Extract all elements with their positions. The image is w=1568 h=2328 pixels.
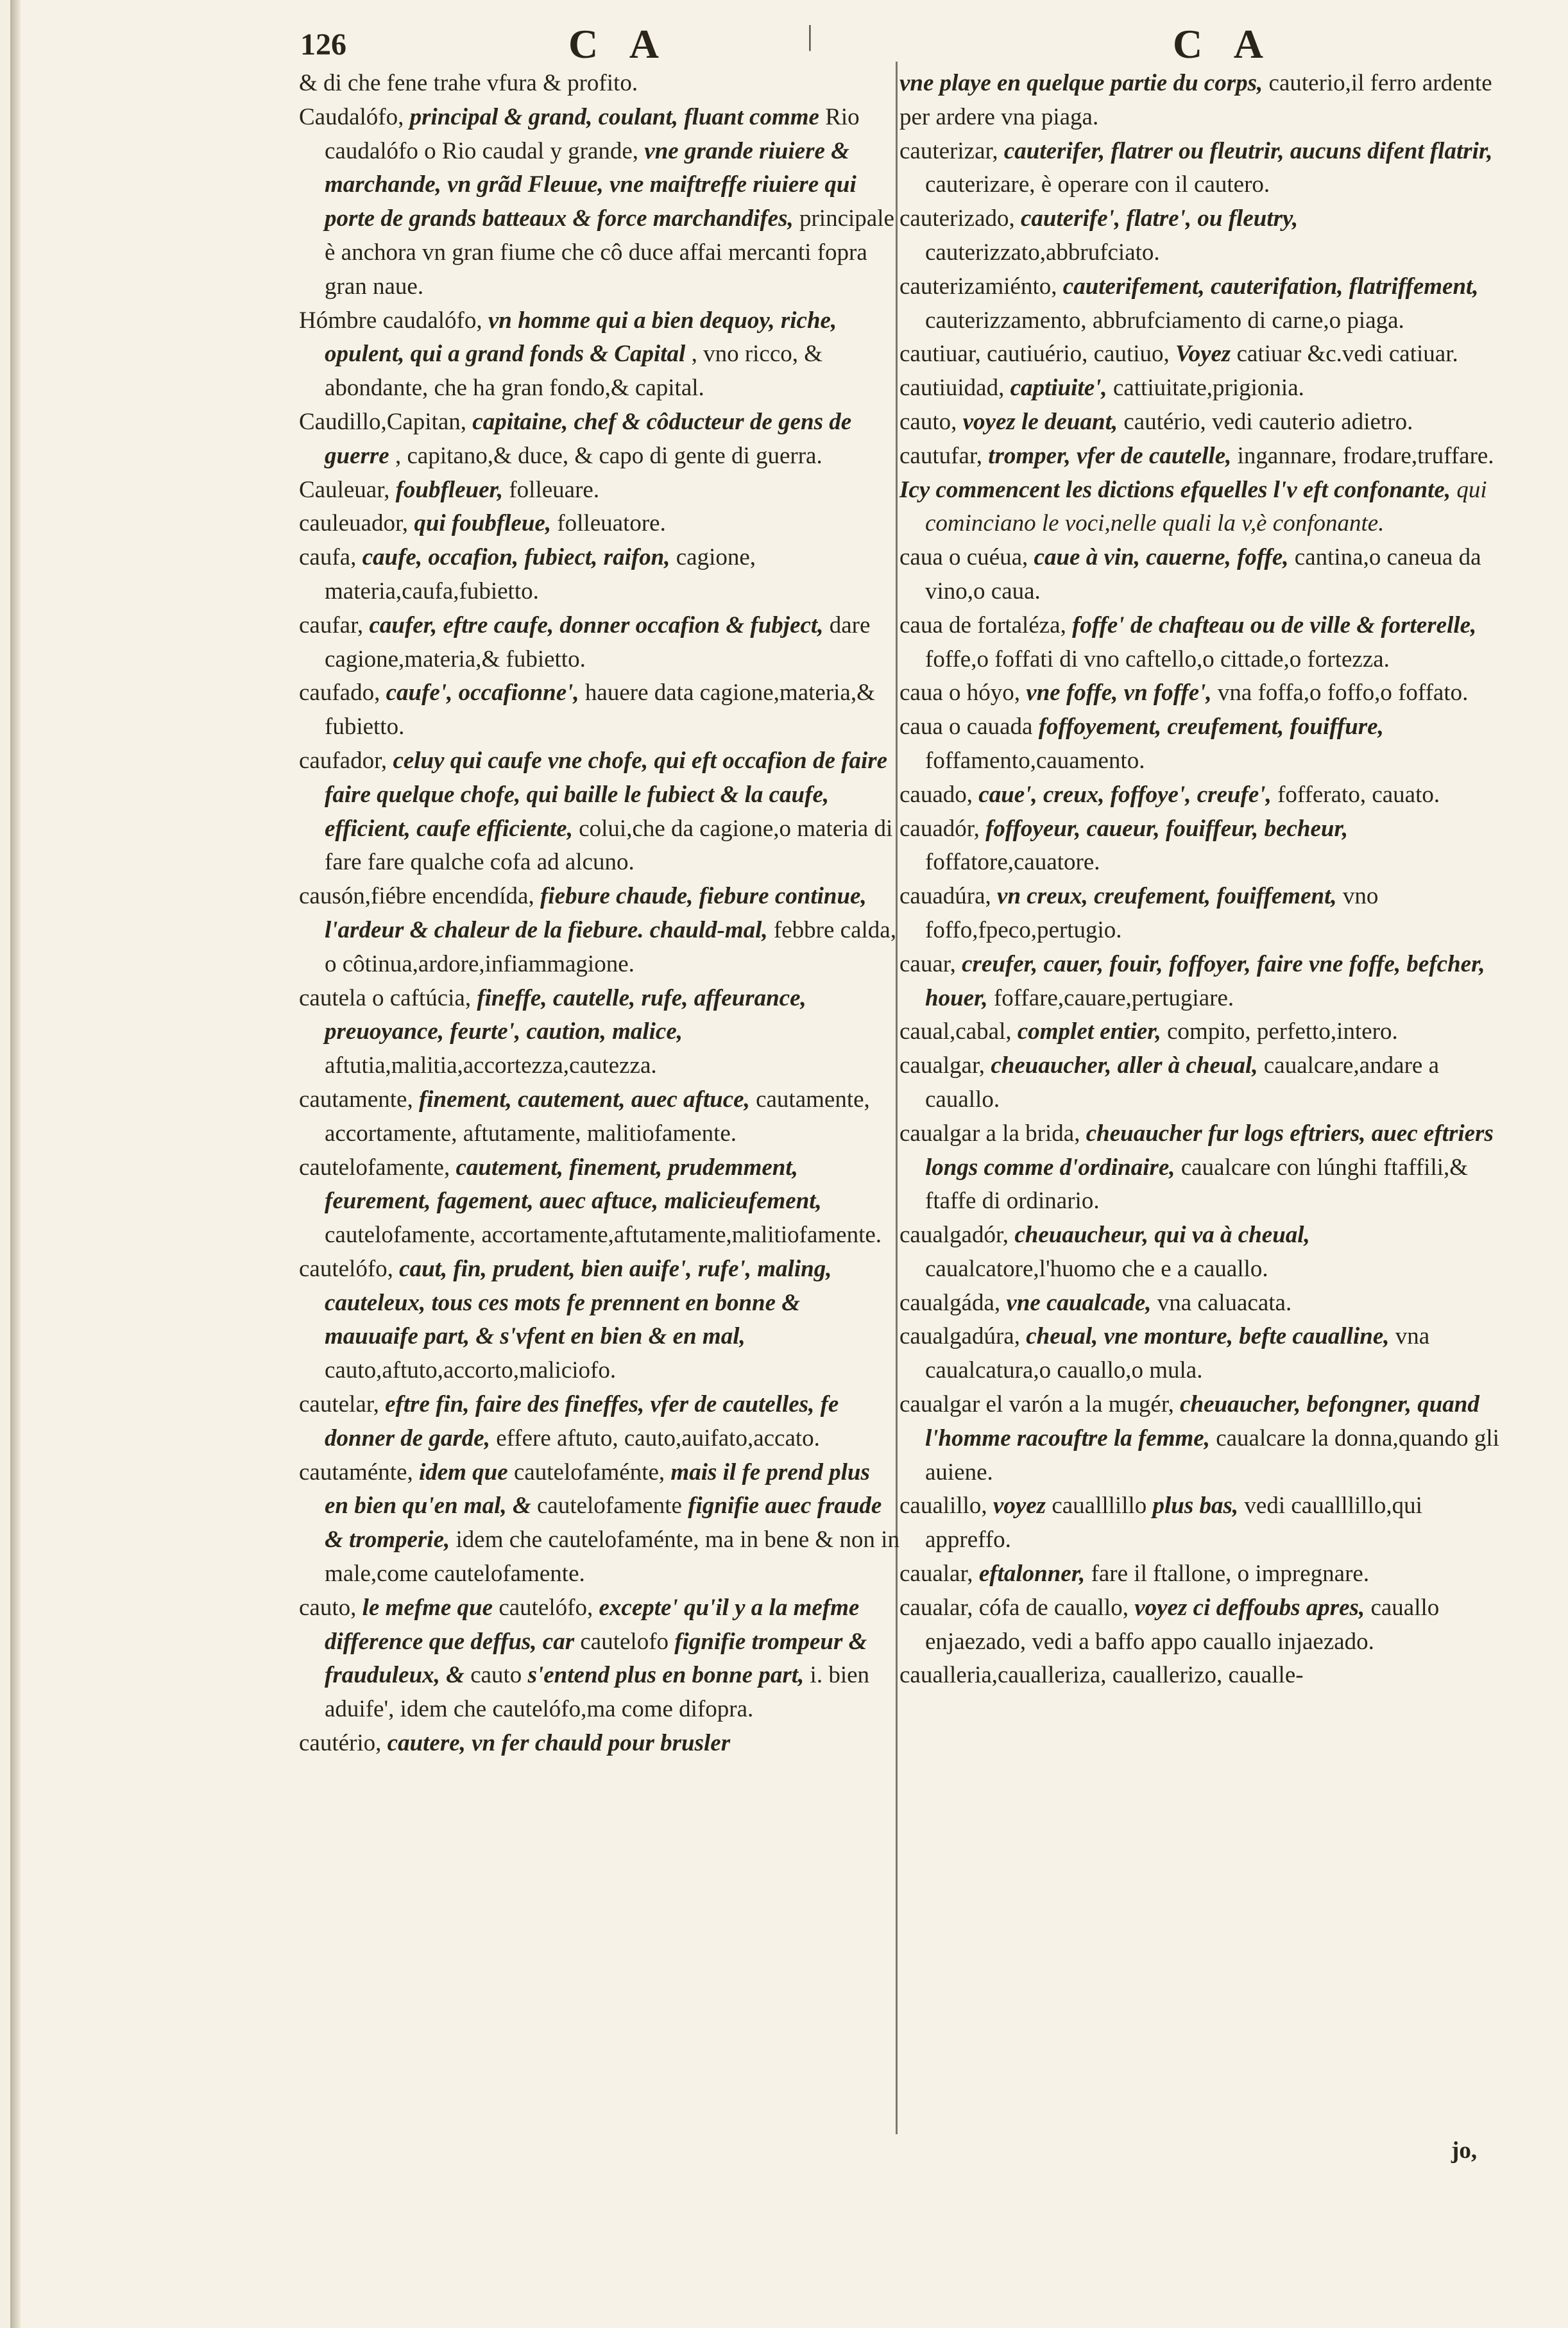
dictionary-page <box>10 0 1568 2328</box>
french-gloss: cheuaucher, aller à cheual, <box>991 1052 1258 1079</box>
french-gloss: voyez ci deffoubs apres, <box>1134 1594 1365 1621</box>
dictionary-entry <box>899 948 1500 1016</box>
entry-text: cautaménte, <box>299 1459 419 1485</box>
entry-text: dare cagione,materia,& fubietto. <box>325 612 871 672</box>
entry-text: catiuar &c.vedi catiuar. <box>1236 341 1458 368</box>
french-gloss: complet entier, <box>1017 1018 1161 1045</box>
dictionary-entry <box>299 101 899 304</box>
french-gloss: cautement, finement, prudemment, feurement, fagement, auec aftuce, malicieufement, <box>325 1154 822 1215</box>
dictionary-entry <box>299 982 899 1083</box>
entry-text: foffatore,cauatore. <box>925 849 1100 876</box>
entry-text: Rio caudalófo o Rio caudal y grande, <box>325 103 860 164</box>
entry-text: cauadúra, <box>899 883 998 910</box>
entry-text: & di che fene trahe vfura & profito. <box>299 70 638 96</box>
dictionary-entry <box>899 541 1500 609</box>
french-gloss: cheuaucher, befongner, quand l'homme racouftre la femme, <box>925 1391 1479 1451</box>
dictionary-entry <box>899 1489 1500 1557</box>
french-gloss: mais il fe prend plus en bien qu'en mal, & <box>325 1459 870 1519</box>
entry-text: caualcare con lúnghi ftaffili,& ftaffe di ordinario. <box>925 1154 1469 1215</box>
entry-text: cauterizzato,abbrufciato. <box>925 239 1160 266</box>
dictionary-entry <box>899 812 1500 880</box>
entry-text: Hómbre caudalófo, <box>299 307 488 334</box>
dictionary-entry <box>299 1727 899 1761</box>
entry-text: caualgar el varón a la mugér, <box>899 1391 1180 1418</box>
entry-text: fofferato, cauato. <box>1277 781 1440 808</box>
entry-text: caualcare la donna,quando gli auiene. <box>925 1425 1499 1485</box>
entry-text: caualgar a la brida, <box>899 1120 1080 1147</box>
french-gloss: Voyez <box>1175 341 1231 368</box>
dictionary-entry <box>899 1659 1500 1693</box>
french-gloss: plus bas, <box>1152 1493 1239 1519</box>
french-gloss: excepte' qu'il y a la mefme difference que deffus, car <box>325 1594 860 1655</box>
entry-text: caualcatore,l'huomo che e a cauallo. <box>925 1255 1268 1282</box>
french-gloss: vn creux, creufement, fouiffement, <box>997 883 1337 910</box>
catchword: jo, <box>1451 2137 1478 2164</box>
dictionary-entry <box>299 507 899 541</box>
entry-text: fare il ftallone, o impregnare. <box>1091 1561 1370 1588</box>
french-gloss: caufe, occafion, fubiect, raifon, <box>362 544 670 571</box>
entry-text: vno foffo,fpeco,pertugio. <box>925 883 1379 943</box>
entry-text: foffe,o foffati di vno caftello,o cittade,o fortezza. <box>925 646 1390 672</box>
entry-text: vna caluacata. <box>1157 1289 1292 1316</box>
dictionary-entry <box>299 1456 899 1591</box>
entry-text: caualcare,andare a cauallo. <box>925 1052 1439 1113</box>
entry-text: cauterizare, è operare con il cautero. <box>925 171 1270 198</box>
french-gloss: caue', creux, foffoye', creufe', <box>978 781 1272 808</box>
dictionary-entry <box>299 541 899 609</box>
dictionary-entry <box>899 710 1500 778</box>
entry-text: caualgadór, <box>899 1222 1015 1249</box>
gutter-shadow <box>10 0 21 2328</box>
entry-text: foffare,cauare,pertugiare. <box>993 984 1234 1011</box>
dictionary-entry <box>899 406 1500 440</box>
dictionary-entry <box>899 135 1500 203</box>
french-gloss: captiuite', <box>1010 375 1107 402</box>
entry-text: cautelófo, <box>299 1255 400 1282</box>
entry-text: cautufar, <box>899 442 989 469</box>
french-gloss: Icy commencent les dictions efquelles l'v eft confonante, <box>899 476 1451 503</box>
entry-text: cauto <box>470 1662 528 1689</box>
french-gloss: s'entend plus en bonne part, <box>527 1662 805 1689</box>
entry-text: cautiuar, cautiuério, cautiuo, <box>899 341 1175 368</box>
entry-text: caufar, <box>299 612 370 638</box>
entry-text: cauterizar, <box>899 137 998 164</box>
entry-text: Caudillo,Capitan, <box>299 408 473 435</box>
entry-text: cauleuador, <box>299 510 409 537</box>
entry-text: cautelofaménte, <box>513 1459 671 1485</box>
french-gloss: cauterife', flatre', ou fleutry, <box>1021 205 1299 232</box>
entry-text: caualllillo <box>1052 1493 1153 1519</box>
french-gloss: cheuaucher fur logs eftriers, auec eftriers longs comme d'ordinaire, <box>925 1120 1494 1181</box>
entry-text: Cauleuar, <box>299 476 390 503</box>
entry-text: cautério, vedi cauterio adietro. <box>1123 408 1413 435</box>
dictionary-entry <box>899 880 1500 948</box>
french-gloss: cauterifer, flatrer ou fleutrir, aucuns difent flatrir, <box>1003 137 1493 164</box>
entry-text: cauterizzamento, abbrufciamento di carne,o piaga. <box>925 307 1404 334</box>
french-gloss: vne playe en quelque partie du corps, <box>899 70 1263 96</box>
dictionary-entry <box>299 474 899 508</box>
entry-text: folleuare. <box>509 476 600 503</box>
entry-text: cautelófo, <box>499 1594 599 1621</box>
entry-text: cauterizado, <box>899 205 1021 232</box>
entry-text: Caudalófo, <box>299 103 404 130</box>
french-gloss: vne foffe, vn foffe', <box>1026 680 1212 706</box>
dictionary-entry <box>299 609 899 677</box>
entry-text: caualgadúra, <box>899 1323 1027 1350</box>
french-gloss: foffoyeur, caueur, fouiffeur, becheur, <box>985 815 1349 842</box>
dictionary-entry <box>899 1591 1500 1659</box>
entry-text: caufado, <box>299 680 380 706</box>
entry-text: caufa, <box>299 544 362 571</box>
french-gloss: le mefme que <box>362 1594 493 1621</box>
entry-text: vna caualcatura,o cauallo,o mula. <box>925 1323 1430 1384</box>
dictionary-entry <box>899 1287 1500 1321</box>
french-gloss: qui foubfleue, <box>414 510 552 537</box>
french-gloss: cautere, vn fer chauld pour brusler <box>387 1730 731 1757</box>
dictionary-entry <box>899 676 1500 710</box>
entry-text: cagione, materia,caufa,fubietto. <box>325 544 756 604</box>
entry-text: i. bien aduife', idem che cautelófo,ma come difopra. <box>325 1662 870 1723</box>
entry-text: cautelofamente, accortamente,aftutamente,malitiofamente. <box>325 1222 882 1249</box>
french-gloss: capitaine, chef & côducteur de gens de guerre <box>325 408 852 469</box>
entry-text: cautiuidad, <box>899 375 1005 402</box>
entry-text: ingannare, frodare,truffare. <box>1237 442 1494 469</box>
dictionary-entry <box>899 778 1500 812</box>
running-head-right: C A <box>1173 21 1275 67</box>
entry-text: caua o hóyo, <box>899 680 1021 706</box>
entry-text: caualar, <box>899 1561 979 1588</box>
dictionary-entry <box>899 1320 1500 1388</box>
french-gloss: fiebure chaude, fiebure continue, l'ardeur & chaleur de la fiebure. chauld-mal, <box>325 883 867 943</box>
french-gloss: celuy qui caufe vne chofe, qui eft occafion de faire faire quelque chofe, qui baille le fubiect & la caufe, efficient, caufe efficiente, <box>325 747 888 842</box>
entry-text: cautério, <box>299 1730 388 1757</box>
french-gloss: eftalonner, <box>978 1561 1086 1588</box>
french-gloss: cauterifement, cauterifation, flatriffement, <box>1062 273 1479 300</box>
dictionary-entry <box>299 67 899 101</box>
entry-text: cauadór, <box>899 815 980 842</box>
french-gloss: fignifie trompeur & frauduleux, & <box>325 1628 867 1689</box>
dictionary-entry <box>899 474 1500 542</box>
dictionary-entry <box>299 1083 899 1151</box>
entry-text: cantina,o caneua da vino,o caua. <box>925 544 1481 604</box>
french-gloss: tromper, vfer de cautelle, <box>988 442 1232 469</box>
dictionary-entry <box>899 270 1500 338</box>
entry-text: cauar, <box>899 950 956 977</box>
dictionary-entry <box>299 304 899 406</box>
entry-text: caualillo, <box>899 1493 987 1519</box>
dictionary-entry <box>299 406 899 474</box>
dictionary-entry <box>299 744 899 880</box>
entry-text: cautelofamente, <box>299 1154 450 1181</box>
french-gloss: fineffe, cautelle, rufe, affeurance, preuoyance, feurte', caution, malice, <box>325 984 806 1045</box>
french-gloss: vn homme qui a bien dequoy, riche, opulent, qui a grand fonds & Capital <box>325 307 837 368</box>
dictionary-entry <box>899 1219 1500 1287</box>
entry-text: cauto, <box>299 1594 357 1621</box>
french-gloss: voyez le deuant, <box>962 408 1118 435</box>
entry-text: , capitano,& duce, & capo di gente di guerra. <box>395 442 822 469</box>
french-gloss: vne grande riuiere & marchande, vn grãd Fleuue, vne maiftreffe riuiere qui porte de grands batteaux & force marchandifes, <box>325 137 856 232</box>
entry-text: cauto,aftuto,accorto,maliciofo. <box>325 1357 617 1384</box>
entry-text: caua o cauada <box>899 714 1039 740</box>
entry-text: effere aftuto, cauto,auifato,accato. <box>496 1425 820 1451</box>
entry-text: cautelofamente <box>536 1493 688 1519</box>
entry-text: cauto, <box>899 408 963 435</box>
dictionary-entry <box>299 880 899 981</box>
entry-text: cautelofo <box>580 1628 675 1655</box>
french-gloss: creufer, cauer, fouir, foffoyer, faire vne foffe, befcher, houer, <box>925 950 1485 1011</box>
french-gloss: cheual, vne monture, befte caualline, <box>1026 1323 1390 1350</box>
dictionary-entry <box>899 1015 1500 1049</box>
french-gloss: caut, fin, prudent, bien auife', rufe', maling, cauteleux, tous ces mots fe prennent en bonne & mauuaife part, & s'vfent en bien & en mal, <box>325 1255 832 1350</box>
entry-text: caualar, cófa de cauallo, <box>899 1594 1135 1621</box>
running-head-left: C A <box>568 21 670 67</box>
page-number: 126 <box>300 28 346 62</box>
dictionary-entry <box>899 609 1500 677</box>
french-gloss: eftre fin, faire des fineffes, vfer de cautelles, fe donner de garde, <box>325 1391 839 1451</box>
entry-text: , vno ricco, & abondante, che ha gran fondo,& capital. <box>325 341 823 402</box>
dictionary-entry <box>899 1388 1500 1489</box>
dictionary-entry <box>299 1591 899 1727</box>
french-gloss: finement, cautement, auec aftuce, <box>418 1086 750 1113</box>
entry-text: caualleria,caualleriza, cauallerizo, caualle- <box>899 1662 1304 1689</box>
entry-text: caual,cabal, <box>899 1018 1018 1045</box>
dictionary-entry <box>899 67 1500 135</box>
entry-text: idem che cautelofaménte, ma in bene & non in male,come cautelofamente. <box>325 1527 899 1588</box>
dictionary-entry <box>899 1117 1500 1219</box>
dictionary-entry <box>899 1557 1500 1591</box>
entry-text: cautela o caftúcia, <box>299 984 472 1011</box>
dictionary-entry <box>299 1253 899 1388</box>
entry-text: cauado, <box>899 781 979 808</box>
entry-text: cauterizamiénto, <box>899 273 1057 300</box>
dictionary-entry <box>299 676 899 744</box>
french-gloss: foffe' de chafteau ou de ville & forterelle, <box>1072 612 1477 638</box>
entry-text: qui cominciano le voci,nelle quali la v,è confonante. <box>925 476 1487 537</box>
french-gloss: foubfleuer, <box>395 476 504 503</box>
dictionary-entry <box>899 1049 1500 1117</box>
entry-text: febbre calda, o côtinua,ardore,infiammagione. <box>325 916 896 977</box>
french-gloss: cheuaucheur, qui va à cheual, <box>1014 1222 1310 1249</box>
entry-text: foffamento,cauamento. <box>925 747 1145 774</box>
entry-text: cattiuitate,prigionia. <box>1112 375 1304 402</box>
french-gloss: caufer, eftre caufe, donner occafion & fubject, <box>369 612 824 638</box>
french-gloss: vne caualcade, <box>1006 1289 1152 1316</box>
dictionary-entry <box>899 338 1500 372</box>
dictionary-entry <box>899 440 1500 474</box>
entry-text: principale è anchora vn gran fiume che cô duce affai mercanti fopra gran naue. <box>325 205 894 300</box>
entry-text: caualgáda, <box>899 1289 1001 1316</box>
french-gloss: caufe', occafionne', <box>386 680 579 706</box>
entry-text: hauere data cagione,materia,& fubietto. <box>325 680 875 740</box>
entry-text: causón,fiébre encendída, <box>299 883 534 910</box>
entry-text: cauallo enjaezado, vedi a baffo appo cauallo injaezado. <box>925 1594 1440 1655</box>
french-gloss: idem que <box>418 1459 508 1485</box>
entry-text: caua o cuéua, <box>899 544 1034 571</box>
entry-text: folleuatore. <box>557 510 666 537</box>
entry-text: colui,che da cagione,o materia di fare fare qualche cofa ad alcuno. <box>325 815 893 876</box>
left-column <box>299 67 899 1761</box>
dictionary-entry <box>299 1151 899 1253</box>
french-gloss: voyez <box>993 1493 1046 1519</box>
entry-text: vna foffa,o foffo,o foffato. <box>1217 680 1469 706</box>
dictionary-entry <box>899 202 1500 270</box>
french-gloss: caue à vin, cauerne, foffe, <box>1034 544 1289 571</box>
french-gloss: principal & grand, coulant, fluant comme <box>409 103 819 130</box>
right-column <box>899 67 1500 1693</box>
entry-text: cautamente, accortamente, aftutamente, malitiofamente. <box>325 1086 870 1147</box>
entry-text: caufador, <box>299 747 388 774</box>
french-gloss: foffoyement, creufement, fouiffure, <box>1038 714 1384 740</box>
dictionary-entry <box>899 372 1500 406</box>
running-head-separator: | <box>807 20 813 51</box>
entry-text: cautamente, <box>299 1086 413 1113</box>
entry-text: vedi caualllillo,qui appreffo. <box>925 1493 1422 1553</box>
dictionary-entry <box>299 1388 899 1456</box>
entry-text: caua de fortaléza, <box>899 612 1073 638</box>
entry-text: compito, perfetto,intero. <box>1167 1018 1398 1045</box>
entry-text: cautelar, <box>299 1391 379 1418</box>
entry-text: cauterio,il ferro ardente per ardere vna piaga. <box>899 70 1492 130</box>
entry-text: aftutia,malitia,accortezza,cautezza. <box>325 1052 657 1079</box>
entry-text: caualgar, <box>899 1052 991 1079</box>
french-gloss: fignifie auec fraude & tromperie, <box>325 1493 882 1553</box>
